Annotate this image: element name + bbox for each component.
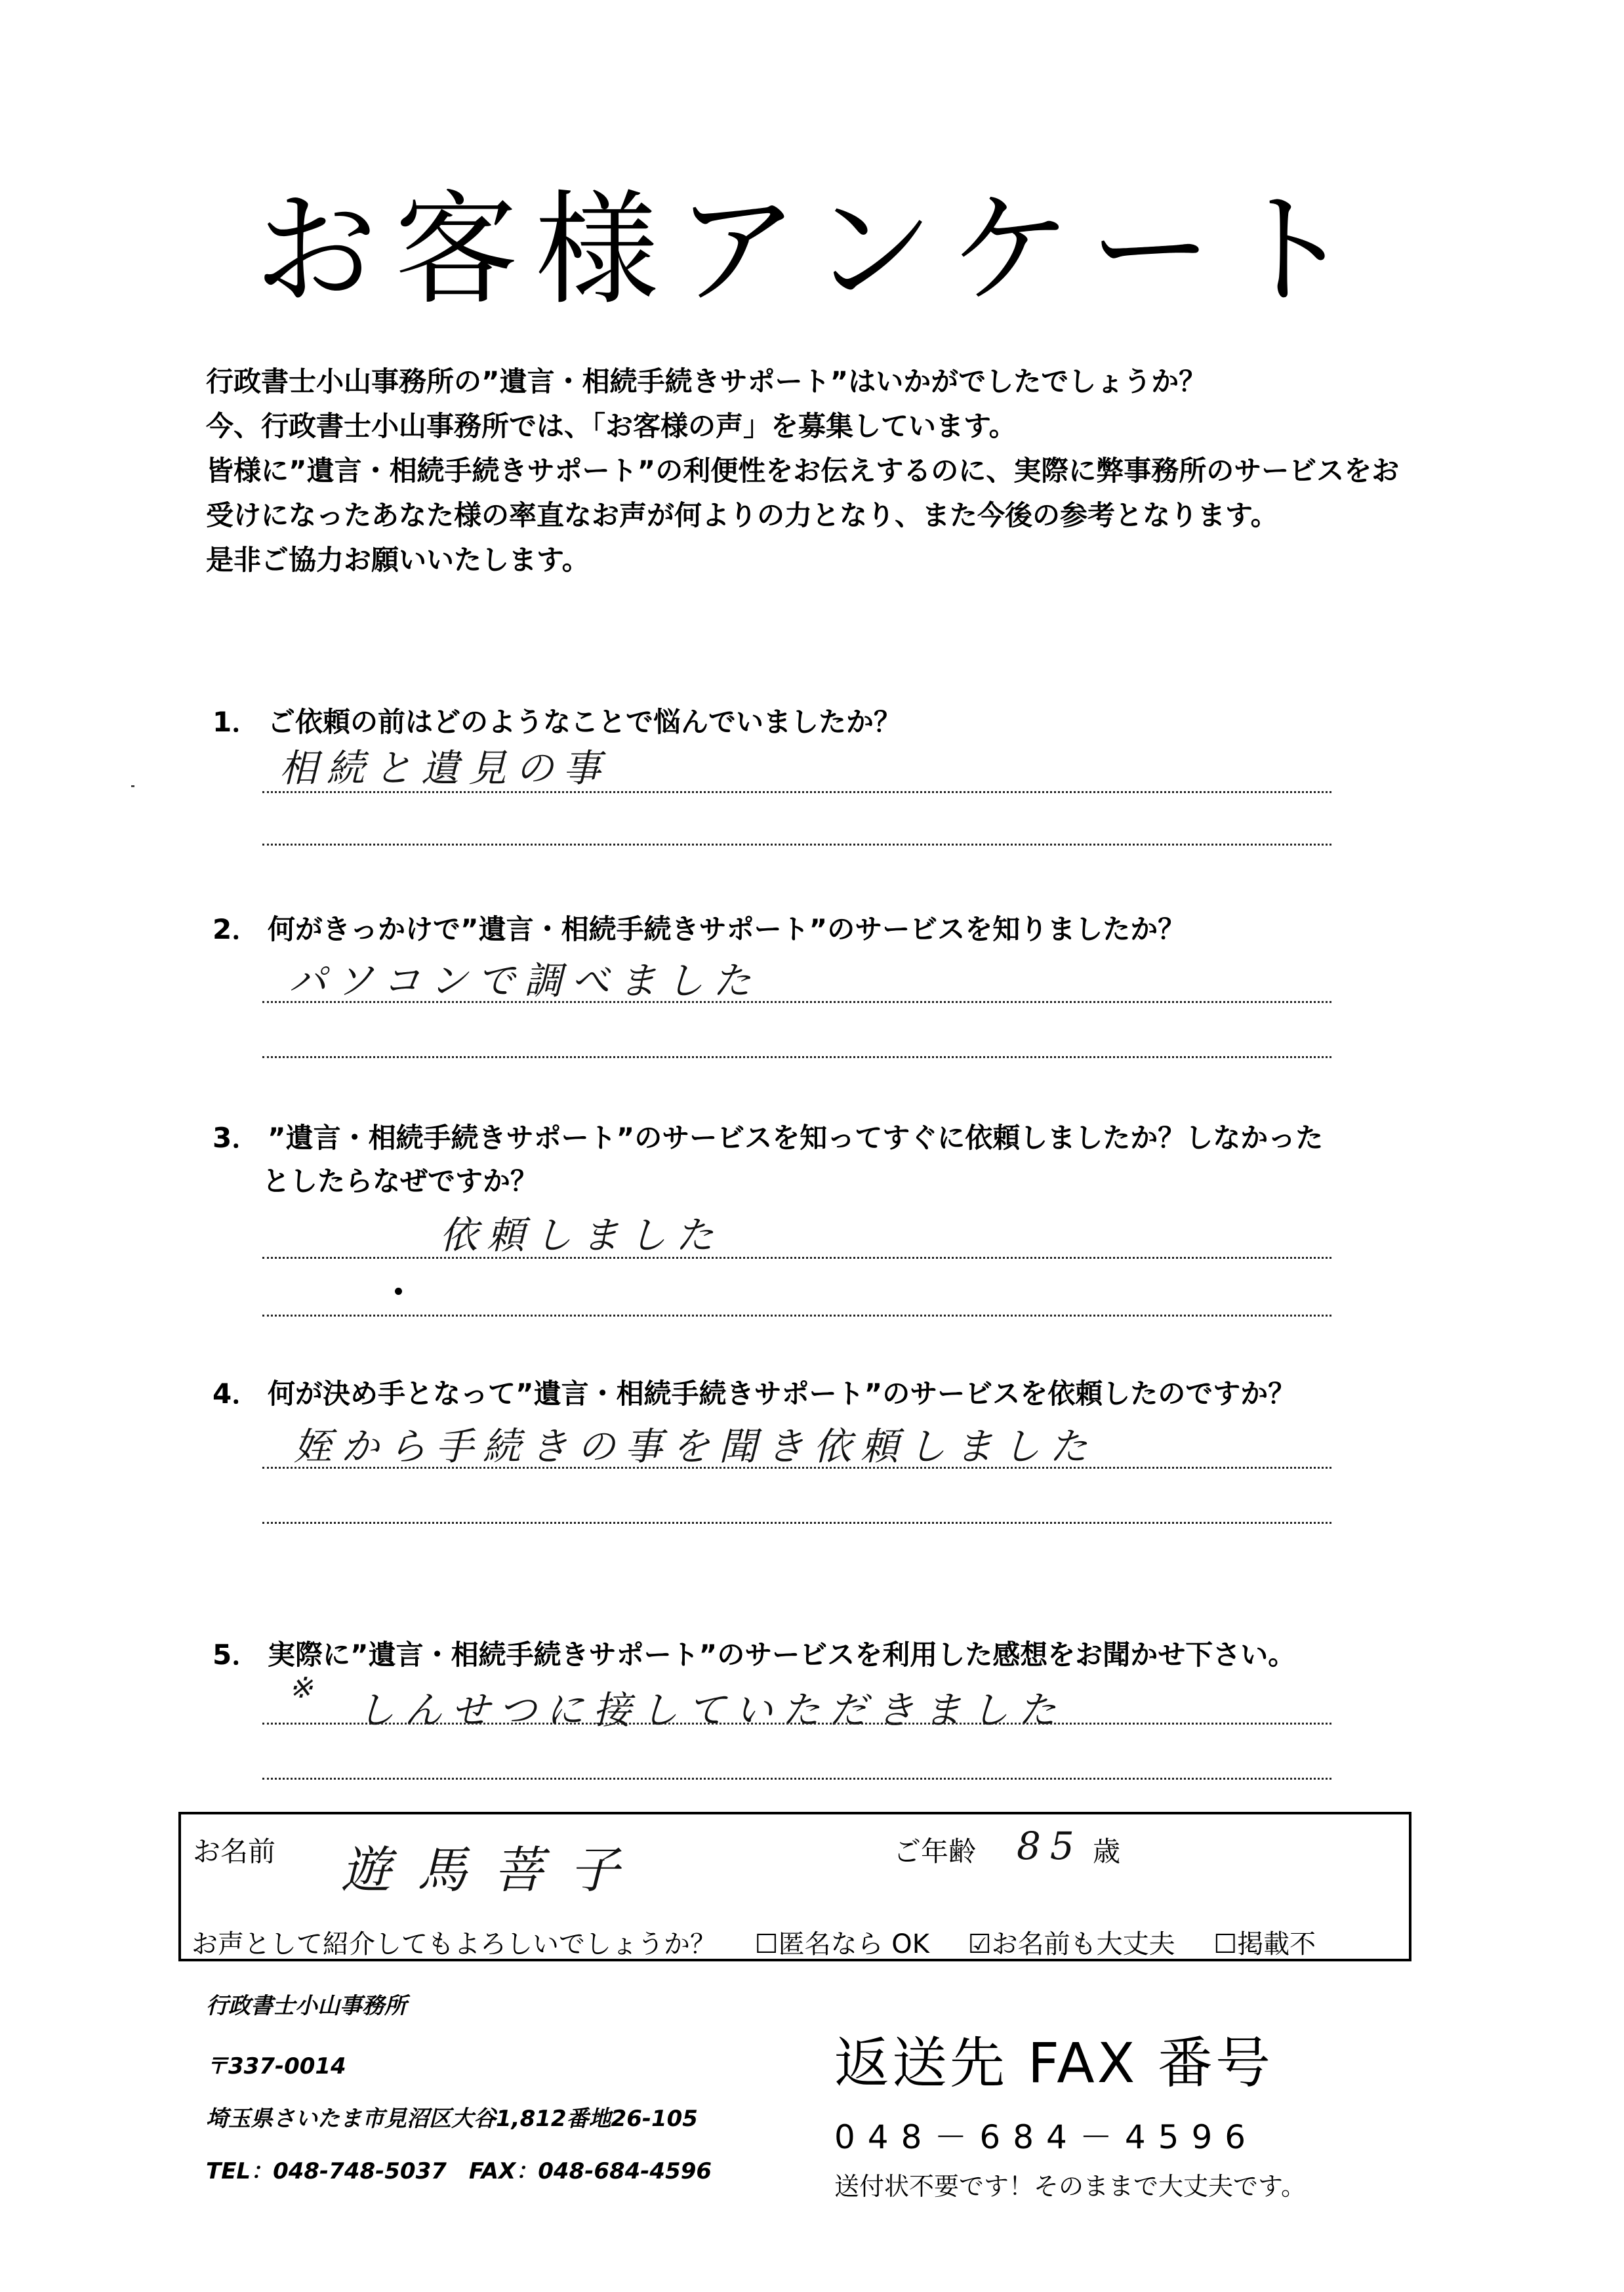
intro-line: 是非ご協力お願いいたします。 <box>206 544 590 576</box>
age-label: ご年齢 <box>893 1835 977 1868</box>
intro-line: 今、行政書士小山事務所では、「お客様の声」を募集しています。 <box>206 410 1017 442</box>
answer-line <box>262 1257 1331 1259</box>
option-anonymous[interactable] <box>755 1929 929 1959</box>
scan-speck <box>395 1288 402 1295</box>
question-1 <box>213 701 901 740</box>
option-no-publish[interactable] <box>1213 1929 1316 1959</box>
fax-number: 048－684－4596 <box>834 2118 1259 2156</box>
office-address: 埼玉県さいたま市見沼区大谷1,812番地26-105 <box>206 2106 698 2132</box>
question-2 <box>213 908 1185 947</box>
option-label: 匿名なら OK <box>778 1929 930 1959</box>
answer-line <box>262 1001 1331 1003</box>
answer-line <box>262 1315 1331 1317</box>
question-text: 何が決め手となって”遺言・相続手続きサポート”のサービスを依頼したのですか？ <box>268 1378 1296 1410</box>
checkbox-empty-icon[interactable]: ☐ <box>754 1929 779 1959</box>
age-unit: 歳 <box>1093 1835 1121 1868</box>
name-field[interactable]: 遊馬菩子 <box>341 1841 645 1899</box>
question-4 <box>213 1372 1295 1412</box>
scan-speck <box>131 785 134 787</box>
office-postal: 〒337-0014 <box>206 2053 346 2079</box>
answer-line <box>262 1522 1331 1524</box>
answer-line <box>262 1056 1331 1058</box>
answer-line <box>262 791 1331 793</box>
checkbox-empty-icon[interactable]: ☐ <box>1213 1929 1238 1959</box>
option-label: お名前も大丈夫 <box>991 1929 1175 1959</box>
answer-3[interactable]: 依頼しました <box>439 1213 723 1258</box>
question-3 <box>213 1116 1323 1156</box>
question-3-cont: としたらなぜですか？ <box>262 1165 538 1197</box>
question-number: 3． <box>213 1122 260 1154</box>
intro-line: 受けになったあなた様の率直なお声が何よりの力となり、また今後の参考となります。 <box>206 499 1278 531</box>
answer-line <box>262 1723 1331 1725</box>
question-number: 2． <box>213 913 260 945</box>
answer-line <box>262 1467 1331 1469</box>
checkbox-checked-icon[interactable]: ☑ <box>967 1929 992 1959</box>
option-label: 掲載不 <box>1237 1929 1316 1959</box>
option-name-ok[interactable] <box>968 1929 1175 1959</box>
answer-5-prefix: ※ <box>289 1671 322 1705</box>
question-5 <box>213 1633 1295 1673</box>
name-label: お名前 <box>193 1835 276 1868</box>
intro-line: 行政書士小山事務所の”遺言・相続手続きサポート”はいかがでしたでしょうか？ <box>206 365 1207 398</box>
question-text: 何がきっかけで”遺言・相続手続きサポート”のサービスを知りましたか？ <box>268 913 1186 945</box>
consent-question: お声として紹介してもよろしいでしょうか？ <box>192 1929 716 1959</box>
question-text: ご依頼の前はどのようなことで悩んでいましたか？ <box>268 706 902 738</box>
office-name: 行政書士小山事務所 <box>206 1993 407 2019</box>
fax-title: 返送先 FAX 番号 <box>834 2031 1274 2095</box>
question-number: 1． <box>213 706 260 738</box>
age-field[interactable]: 85 <box>1017 1824 1084 1868</box>
answer-line <box>262 844 1331 846</box>
office-contact: TEL：048-748-5037 FAX：048-684-4596 <box>206 2158 712 2184</box>
fax-note: 送付状不要です！そのままで大丈夫です。 <box>834 2172 1306 2201</box>
answer-line <box>262 1778 1331 1780</box>
question-text: ”遺言・相続手続きサポート”のサービスを知ってすぐに依頼しましたか？しなかった <box>268 1122 1324 1154</box>
intro-text <box>206 359 1537 583</box>
consent-row <box>192 1923 1316 1961</box>
answer-4[interactable]: 姪から手続きの事を聞き依頼しました <box>294 1424 1097 1469</box>
answer-2[interactable]: パソコンで調べました <box>289 958 760 1003</box>
question-number: 5． <box>213 1639 260 1671</box>
answer-1[interactable]: 相続と遺見の事 <box>279 746 611 790</box>
question-text: 実際に”遺言・相続手続きサポート”のサービスを利用した感想をお聞かせ下さい。 <box>268 1639 1296 1671</box>
question-number: 4． <box>213 1378 260 1410</box>
answer-5[interactable]: しんせつに接していただきました <box>357 1688 1066 1732</box>
page-title: お客様アンケート <box>254 178 1370 322</box>
intro-line: 皆様に”遺言・相続手続きサポート”の利便性をお伝えするのに、実際に弊事務所のサービスをお <box>206 455 1400 487</box>
